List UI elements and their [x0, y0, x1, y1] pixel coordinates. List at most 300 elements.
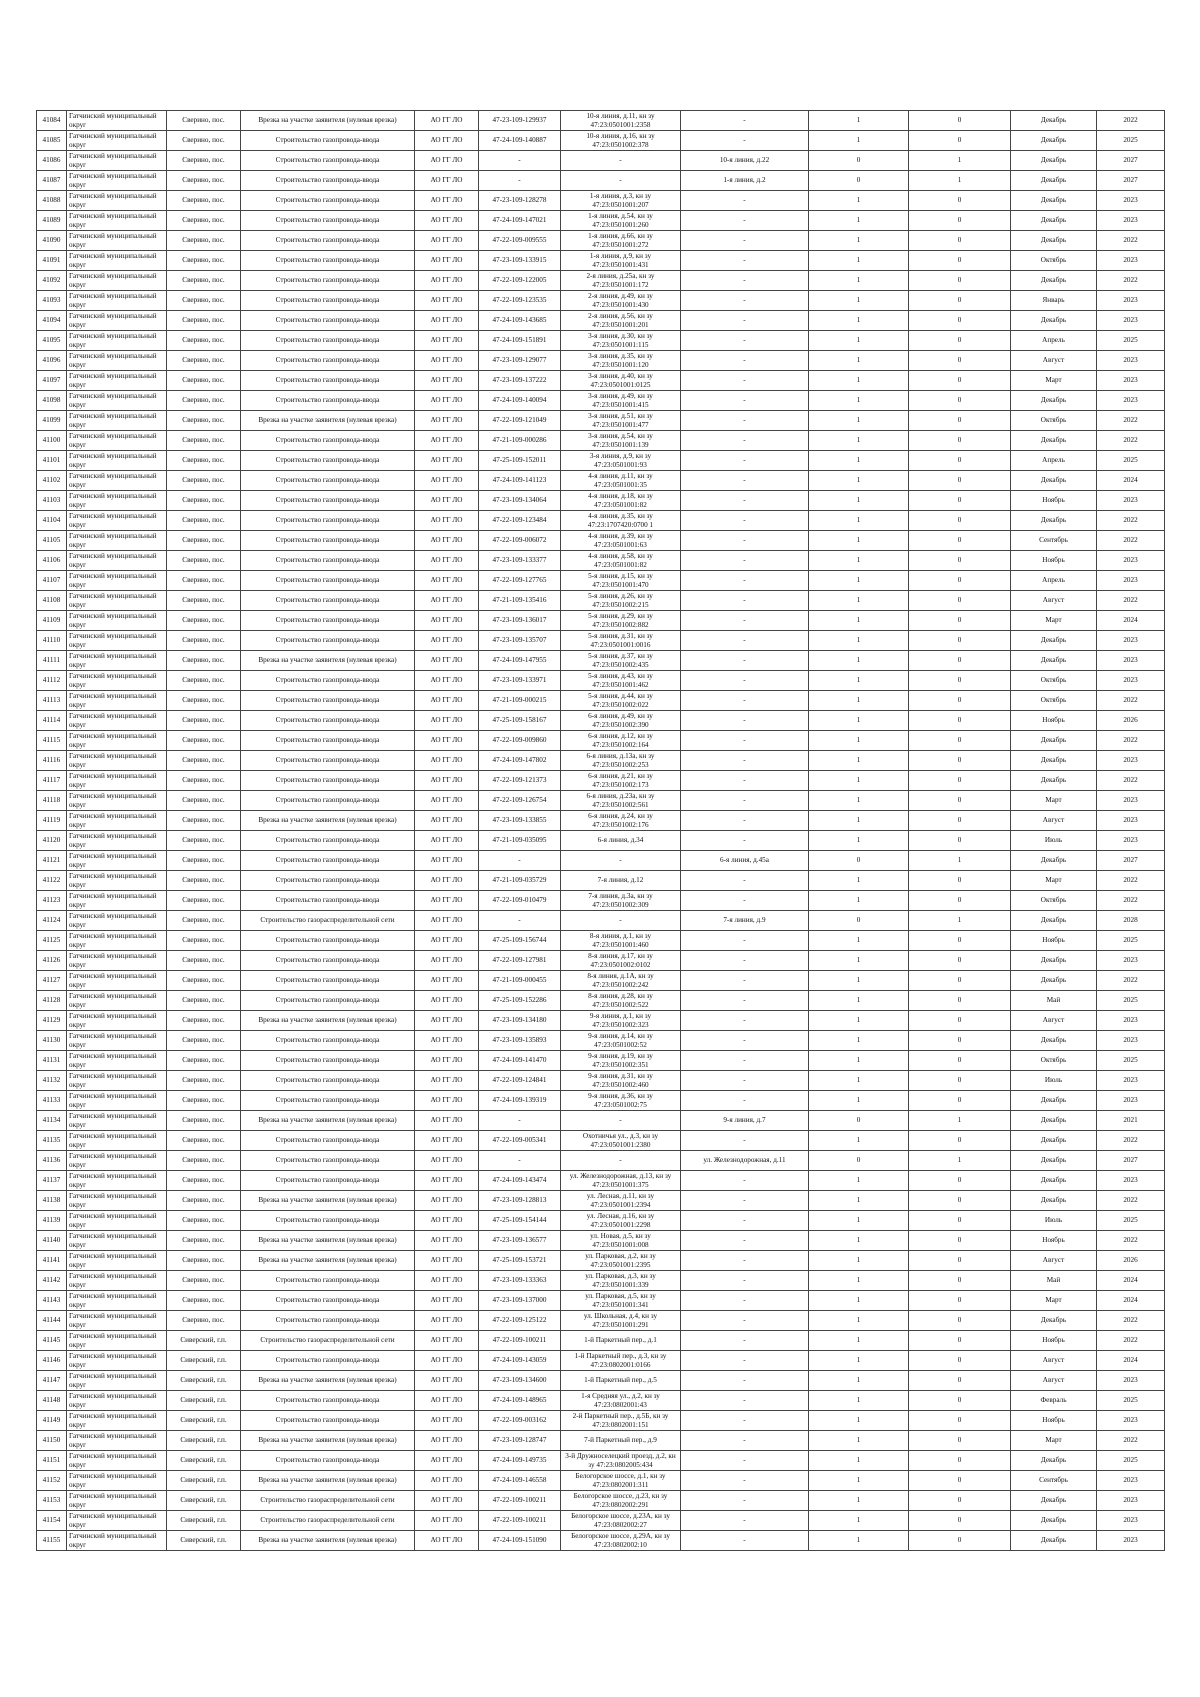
- month-cell: Декабрь: [1011, 911, 1097, 931]
- month-cell: Декабрь: [1011, 471, 1097, 491]
- address-cadastral-cell: 5-я линия, д.15, кн зу 47:23:0501001:470: [561, 571, 681, 591]
- settlement-cell: Сиверский, г.п.: [167, 1531, 241, 1551]
- work-type-cell: Врезка на участке заявителя (нулевая врезка): [241, 1531, 415, 1551]
- application-number-cell: 47-22-109-100211: [479, 1331, 561, 1351]
- flag-existing-cell: 1: [809, 651, 909, 671]
- municipality-cell: Гатчинский муниципальный округ: [67, 951, 167, 971]
- planned-address-cell: -: [681, 311, 809, 331]
- address-cadastral-cell: Белогорское шоссе, д.23, кн зу 47:23:0802002:291: [561, 1491, 681, 1511]
- flag-existing-cell: 1: [809, 431, 909, 451]
- settlement-cell: Сверино, пос.: [167, 351, 241, 371]
- work-type-cell: Строительство газопровода-ввода: [241, 591, 415, 611]
- work-type-cell: Строительство газораспределительной сети: [241, 1491, 415, 1511]
- year-cell: 2023: [1097, 371, 1165, 391]
- settlement-cell: Сверино, пос.: [167, 831, 241, 851]
- flag-existing-cell: 0: [809, 1151, 909, 1171]
- month-cell: Декабрь: [1011, 1311, 1097, 1331]
- organization-cell: АО ГГ ЛО: [415, 151, 479, 171]
- row-number-cell: 41106: [37, 551, 67, 571]
- flag-planned-cell: 0: [909, 1271, 1011, 1291]
- settlement-cell: Сверино, пос.: [167, 331, 241, 351]
- year-cell: 2023: [1097, 951, 1165, 971]
- address-cadastral-cell: 3-я линия, д.54, кн зу 47:23:0501001:139: [561, 431, 681, 451]
- year-cell: 2023: [1097, 211, 1165, 231]
- month-cell: Январь: [1011, 291, 1097, 311]
- work-type-cell: Строительство газопровода-ввода: [241, 551, 415, 571]
- table-row: [37, 1211, 1165, 1231]
- organization-cell: АО ГГ ЛО: [415, 911, 479, 931]
- row-number-cell: 41145: [37, 1331, 67, 1351]
- flag-planned-cell: 0: [909, 531, 1011, 551]
- organization-cell: АО ГГ ЛО: [415, 811, 479, 831]
- application-number-cell: 47-24-109-140887: [479, 131, 561, 151]
- application-number-cell: 47-22-109-127981: [479, 951, 561, 971]
- year-cell: 2025: [1097, 1391, 1165, 1411]
- organization-cell: АО ГГ ЛО: [415, 271, 479, 291]
- year-cell: 2025: [1097, 931, 1165, 951]
- year-cell: 2023: [1097, 651, 1165, 671]
- month-cell: Июль: [1011, 831, 1097, 851]
- work-type-cell: Строительство газопровода-ввода: [241, 331, 415, 351]
- settlement-cell: Сверино, пос.: [167, 871, 241, 891]
- application-number-cell: 47-24-109-143474: [479, 1171, 561, 1191]
- year-cell: 2023: [1097, 251, 1165, 271]
- flag-planned-cell: 0: [909, 1371, 1011, 1391]
- municipality-cell: Гатчинский муниципальный округ: [67, 1031, 167, 1051]
- address-cadastral-cell: 6-я линия, д.21, кн зу 47:23:0501002:173: [561, 771, 681, 791]
- settlement-cell: Сверино, пос.: [167, 451, 241, 471]
- settlement-cell: Сверино, пос.: [167, 511, 241, 531]
- application-number-cell: 47-22-109-009860: [479, 731, 561, 751]
- table-row: [37, 971, 1165, 991]
- settlement-cell: Сиверский, г.п.: [167, 1471, 241, 1491]
- flag-planned-cell: 0: [909, 1131, 1011, 1151]
- year-cell: 2027: [1097, 151, 1165, 171]
- settlement-cell: Сверино, пос.: [167, 931, 241, 951]
- flag-planned-cell: 0: [909, 1451, 1011, 1471]
- application-number-cell: 47-23-109-135893: [479, 1031, 561, 1051]
- organization-cell: АО ГГ ЛО: [415, 711, 479, 731]
- flag-existing-cell: 1: [809, 571, 909, 591]
- year-cell: 2026: [1097, 1251, 1165, 1271]
- table-row: [37, 631, 1165, 651]
- settlement-cell: Сиверский, г.п.: [167, 1491, 241, 1511]
- month-cell: Декабрь: [1011, 191, 1097, 211]
- flag-existing-cell: 1: [809, 811, 909, 831]
- organization-cell: АО ГГ ЛО: [415, 1091, 479, 1111]
- flag-planned-cell: 0: [909, 1071, 1011, 1091]
- municipality-cell: Гатчинский муниципальный округ: [67, 651, 167, 671]
- flag-existing-cell: 1: [809, 191, 909, 211]
- organization-cell: АО ГГ ЛО: [415, 951, 479, 971]
- work-type-cell: Строительство газораспределительной сети: [241, 1331, 415, 1351]
- application-number-cell: 47-22-109-124841: [479, 1071, 561, 1091]
- year-cell: 2024: [1097, 1271, 1165, 1291]
- month-cell: Март: [1011, 1291, 1097, 1311]
- settlement-cell: Сверино, пос.: [167, 271, 241, 291]
- flag-planned-cell: 0: [909, 271, 1011, 291]
- month-cell: Декабрь: [1011, 131, 1097, 151]
- work-type-cell: Врезка на участке заявителя (нулевая врезка): [241, 1251, 415, 1271]
- address-cadastral-cell: -: [561, 911, 681, 931]
- application-number-cell: 47-23-109-133363: [479, 1271, 561, 1291]
- planned-address-cell: -: [681, 291, 809, 311]
- municipality-cell: Гатчинский муниципальный округ: [67, 431, 167, 451]
- month-cell: Август: [1011, 811, 1097, 831]
- flag-planned-cell: 1: [909, 171, 1011, 191]
- registry-body: [37, 111, 1165, 1551]
- planned-address-cell: -: [681, 771, 809, 791]
- table-row: [37, 711, 1165, 731]
- settlement-cell: Сверино, пос.: [167, 971, 241, 991]
- application-number-cell: 47-23-109-129077: [479, 351, 561, 371]
- row-number-cell: 41143: [37, 1291, 67, 1311]
- work-type-cell: Строительство газопровода-ввода: [241, 571, 415, 591]
- month-cell: Ноябрь: [1011, 711, 1097, 731]
- application-number-cell: 47-22-109-122005: [479, 271, 561, 291]
- organization-cell: АО ГГ ЛО: [415, 1251, 479, 1271]
- year-cell: 2025: [1097, 1051, 1165, 1071]
- year-cell: 2023: [1097, 391, 1165, 411]
- table-row: [37, 151, 1165, 171]
- municipality-cell: Гатчинский муниципальный округ: [67, 691, 167, 711]
- work-type-cell: Строительство газопровода-ввода: [241, 1131, 415, 1151]
- flag-existing-cell: 1: [809, 1251, 909, 1271]
- settlement-cell: Сверино, пос.: [167, 411, 241, 431]
- planned-address-cell: -: [681, 571, 809, 591]
- flag-planned-cell: 0: [909, 1231, 1011, 1251]
- planned-address-cell: ул. Железнодорожная, д.11: [681, 1151, 809, 1171]
- table-row: [37, 531, 1165, 551]
- municipality-cell: Гатчинский муниципальный округ: [67, 1511, 167, 1531]
- application-number-cell: 47-24-109-140094: [479, 391, 561, 411]
- work-type-cell: Строительство газопровода-ввода: [241, 271, 415, 291]
- municipality-cell: Гатчинский муниципальный округ: [67, 1191, 167, 1211]
- address-cadastral-cell: Белогорское шоссе, д.23А, кн зу 47:23:0802002:27: [561, 1511, 681, 1531]
- settlement-cell: Сверино, пос.: [167, 1031, 241, 1051]
- row-number-cell: 41136: [37, 1151, 67, 1171]
- organization-cell: АО ГГ ЛО: [415, 171, 479, 191]
- row-number-cell: 41121: [37, 851, 67, 871]
- organization-cell: АО ГГ ЛО: [415, 1391, 479, 1411]
- flag-existing-cell: 1: [809, 311, 909, 331]
- settlement-cell: Сверино, пос.: [167, 611, 241, 631]
- application-number-cell: 47-23-109-133855: [479, 811, 561, 831]
- planned-address-cell: -: [681, 791, 809, 811]
- planned-address-cell: -: [681, 871, 809, 891]
- application-number-cell: -: [479, 171, 561, 191]
- flag-existing-cell: 1: [809, 351, 909, 371]
- organization-cell: АО ГГ ЛО: [415, 831, 479, 851]
- planned-address-cell: -: [681, 931, 809, 951]
- settlement-cell: Сверино, пос.: [167, 1111, 241, 1131]
- flag-planned-cell: 0: [909, 491, 1011, 511]
- address-cadastral-cell: 9-я линия, д.1, кн зу 47:23:0501002:323: [561, 1011, 681, 1031]
- work-type-cell: Строительство газопровода-ввода: [241, 751, 415, 771]
- work-type-cell: Строительство газопровода-ввода: [241, 1051, 415, 1071]
- flag-existing-cell: 1: [809, 1371, 909, 1391]
- year-cell: 2022: [1097, 871, 1165, 891]
- row-number-cell: 41123: [37, 891, 67, 911]
- month-cell: Декабрь: [1011, 211, 1097, 231]
- table-row: [37, 651, 1165, 671]
- planned-address-cell: 9-я линия, д.7: [681, 1111, 809, 1131]
- flag-existing-cell: 1: [809, 131, 909, 151]
- address-cadastral-cell: 2-я линия, д.49, кн зу 47:23:0501001:430: [561, 291, 681, 311]
- table-row: [37, 191, 1165, 211]
- row-number-cell: 41090: [37, 231, 67, 251]
- flag-existing-cell: 1: [809, 371, 909, 391]
- year-cell: 2023: [1097, 311, 1165, 331]
- table-row: [37, 331, 1165, 351]
- month-cell: Ноябрь: [1011, 551, 1097, 571]
- flag-planned-cell: 0: [909, 791, 1011, 811]
- organization-cell: АО ГГ ЛО: [415, 1111, 479, 1131]
- row-number-cell: 41091: [37, 251, 67, 271]
- flag-existing-cell: 1: [809, 1331, 909, 1351]
- settlement-cell: Сверино, пос.: [167, 551, 241, 571]
- organization-cell: АО ГГ ЛО: [415, 391, 479, 411]
- row-number-cell: 41129: [37, 1011, 67, 1031]
- municipality-cell: Гатчинский муниципальный округ: [67, 291, 167, 311]
- row-number-cell: 41151: [37, 1451, 67, 1471]
- year-cell: 2023: [1097, 811, 1165, 831]
- address-cadastral-cell: ул. Железнодорожная, д.13, кн зу 47:23:0501001:375: [561, 1171, 681, 1191]
- organization-cell: АО ГГ ЛО: [415, 1291, 479, 1311]
- table-row: [37, 1291, 1165, 1311]
- table-row: [37, 171, 1165, 191]
- address-cadastral-cell: -: [561, 1111, 681, 1131]
- organization-cell: АО ГГ ЛО: [415, 411, 479, 431]
- table-row: [37, 1051, 1165, 1071]
- organization-cell: АО ГГ ЛО: [415, 1491, 479, 1511]
- row-number-cell: 41119: [37, 811, 67, 831]
- work-type-cell: Врезка на участке заявителя (нулевая врезка): [241, 111, 415, 131]
- flag-existing-cell: 1: [809, 1011, 909, 1031]
- settlement-cell: Сверино, пос.: [167, 1151, 241, 1171]
- year-cell: 2022: [1097, 1231, 1165, 1251]
- municipality-cell: Гатчинский муниципальный округ: [67, 311, 167, 331]
- planned-address-cell: -: [681, 531, 809, 551]
- flag-existing-cell: 1: [809, 291, 909, 311]
- flag-planned-cell: 1: [909, 911, 1011, 931]
- address-cadastral-cell: 1-я линия, д.54, кн зу 47:23:0501001:260: [561, 211, 681, 231]
- application-number-cell: 47-23-109-128278: [479, 191, 561, 211]
- municipality-cell: Гатчинский муниципальный округ: [67, 1131, 167, 1151]
- address-cadastral-cell: 3-я линия, д.9, кн зу 47:23:0501001:93: [561, 451, 681, 471]
- application-number-cell: 47-23-109-133377: [479, 551, 561, 571]
- municipality-cell: Гатчинский муниципальный округ: [67, 871, 167, 891]
- settlement-cell: Сиверский, г.п.: [167, 1511, 241, 1531]
- table-row: [37, 731, 1165, 751]
- organization-cell: АО ГГ ЛО: [415, 871, 479, 891]
- municipality-cell: Гатчинский муниципальный округ: [67, 931, 167, 951]
- table-row: [37, 851, 1165, 871]
- municipality-cell: Гатчинский муниципальный округ: [67, 251, 167, 271]
- flag-planned-cell: 0: [909, 411, 1011, 431]
- flag-existing-cell: 1: [809, 771, 909, 791]
- year-cell: 2023: [1097, 831, 1165, 851]
- address-cadastral-cell: 3-я линия, д.30, кн зу 47:23:0501001:115: [561, 331, 681, 351]
- application-number-cell: 47-24-109-141470: [479, 1051, 561, 1071]
- row-number-cell: 41141: [37, 1251, 67, 1271]
- flag-planned-cell: 0: [909, 591, 1011, 611]
- work-type-cell: Врезка на участке заявителя (нулевая врезка): [241, 1111, 415, 1131]
- table-row: [37, 1191, 1165, 1211]
- organization-cell: АО ГГ ЛО: [415, 331, 479, 351]
- organization-cell: АО ГГ ЛО: [415, 1531, 479, 1551]
- municipality-cell: Гатчинский муниципальный округ: [67, 711, 167, 731]
- flag-planned-cell: 0: [909, 1251, 1011, 1271]
- table-row: [37, 1171, 1165, 1191]
- address-cadastral-cell: 8-я линия, д.28, кн зу 47:23:0501002:522: [561, 991, 681, 1011]
- month-cell: Август: [1011, 1011, 1097, 1031]
- flag-existing-cell: 1: [809, 411, 909, 431]
- organization-cell: АО ГГ ЛО: [415, 251, 479, 271]
- application-number-cell: 47-22-109-121373: [479, 771, 561, 791]
- month-cell: Декабрь: [1011, 631, 1097, 651]
- year-cell: 2024: [1097, 1291, 1165, 1311]
- settlement-cell: Сверино, пос.: [167, 891, 241, 911]
- table-row: [37, 1351, 1165, 1371]
- gasification-registry-table: [36, 110, 1165, 1551]
- municipality-cell: Гатчинский муниципальный округ: [67, 551, 167, 571]
- year-cell: 2022: [1097, 1431, 1165, 1451]
- row-number-cell: 41096: [37, 351, 67, 371]
- planned-address-cell: -: [681, 1011, 809, 1031]
- application-number-cell: -: [479, 1151, 561, 1171]
- address-cadastral-cell: ул. Школьная, д.4, кн зу 47:23:0501001:291: [561, 1311, 681, 1331]
- table-row: [37, 351, 1165, 371]
- month-cell: Октябрь: [1011, 891, 1097, 911]
- municipality-cell: Гатчинский муниципальный округ: [67, 151, 167, 171]
- planned-address-cell: -: [681, 1211, 809, 1231]
- row-number-cell: 41104: [37, 511, 67, 531]
- planned-address-cell: -: [681, 431, 809, 451]
- planned-address-cell: -: [681, 731, 809, 751]
- planned-address-cell: -: [681, 1191, 809, 1211]
- work-type-cell: Строительство газопровода-ввода: [241, 631, 415, 651]
- municipality-cell: Гатчинский муниципальный округ: [67, 191, 167, 211]
- settlement-cell: Сиверский, г.п.: [167, 1391, 241, 1411]
- flag-existing-cell: 1: [809, 711, 909, 731]
- municipality-cell: Гатчинский муниципальный округ: [67, 1271, 167, 1291]
- application-number-cell: 47-22-109-005341: [479, 1131, 561, 1151]
- organization-cell: АО ГГ ЛО: [415, 931, 479, 951]
- flag-existing-cell: 1: [809, 1051, 909, 1071]
- address-cadastral-cell: 4-я линия, д.35, кн зу 47:23:1707420:0700 1: [561, 511, 681, 531]
- planned-address-cell: -: [681, 1511, 809, 1531]
- flag-planned-cell: 0: [909, 971, 1011, 991]
- month-cell: Декабрь: [1011, 971, 1097, 991]
- flag-existing-cell: 1: [809, 451, 909, 471]
- year-cell: 2023: [1097, 671, 1165, 691]
- municipality-cell: Гатчинский муниципальный округ: [67, 1471, 167, 1491]
- work-type-cell: Строительство газопровода-ввода: [241, 1271, 415, 1291]
- organization-cell: АО ГГ ЛО: [415, 671, 479, 691]
- organization-cell: АО ГГ ЛО: [415, 451, 479, 471]
- month-cell: Декабрь: [1011, 271, 1097, 291]
- organization-cell: АО ГГ ЛО: [415, 431, 479, 451]
- planned-address-cell: -: [681, 1471, 809, 1491]
- row-number-cell: 41138: [37, 1191, 67, 1211]
- municipality-cell: Гатчинский муниципальный округ: [67, 371, 167, 391]
- flag-planned-cell: 0: [909, 1411, 1011, 1431]
- flag-planned-cell: 0: [909, 1311, 1011, 1331]
- municipality-cell: Гатчинский муниципальный округ: [67, 1231, 167, 1251]
- address-cadastral-cell: 9-я линия, д.31, кн зу 47:23:0501002:460: [561, 1071, 681, 1091]
- organization-cell: АО ГГ ЛО: [415, 1471, 479, 1491]
- application-number-cell: 47-23-109-134180: [479, 1011, 561, 1031]
- address-cadastral-cell: 4-я линия, д.11, кн зу 47:23:0501001:35: [561, 471, 681, 491]
- application-number-cell: 47-23-109-137000: [479, 1291, 561, 1311]
- flag-planned-cell: 0: [909, 331, 1011, 351]
- year-cell: 2022: [1097, 1191, 1165, 1211]
- planned-address-cell: -: [681, 971, 809, 991]
- planned-address-cell: -: [681, 671, 809, 691]
- settlement-cell: Сверино, пос.: [167, 471, 241, 491]
- month-cell: Декабрь: [1011, 1511, 1097, 1531]
- row-number-cell: 41100: [37, 431, 67, 451]
- organization-cell: АО ГГ ЛО: [415, 891, 479, 911]
- month-cell: Октябрь: [1011, 251, 1097, 271]
- flag-existing-cell: 1: [809, 1131, 909, 1151]
- flag-planned-cell: 0: [909, 391, 1011, 411]
- planned-address-cell: -: [681, 1031, 809, 1051]
- organization-cell: АО ГГ ЛО: [415, 511, 479, 531]
- settlement-cell: Сверино, пос.: [167, 491, 241, 511]
- flag-existing-cell: 0: [809, 151, 909, 171]
- flag-planned-cell: 0: [909, 931, 1011, 951]
- application-number-cell: -: [479, 151, 561, 171]
- month-cell: Декабрь: [1011, 1491, 1097, 1511]
- planned-address-cell: -: [681, 1251, 809, 1271]
- row-number-cell: 41155: [37, 1531, 67, 1551]
- address-cadastral-cell: -: [561, 1151, 681, 1171]
- flag-planned-cell: 0: [909, 191, 1011, 211]
- flag-existing-cell: 1: [809, 1291, 909, 1311]
- organization-cell: АО ГГ ЛО: [415, 1311, 479, 1331]
- address-cadastral-cell: Белогорское шоссе, д.1, кн зу 47:23:0802001:311: [561, 1471, 681, 1491]
- work-type-cell: Строительство газораспределительной сети: [241, 1511, 415, 1531]
- application-number-cell: 47-23-109-136577: [479, 1231, 561, 1251]
- work-type-cell: Строительство газопровода-ввода: [241, 511, 415, 531]
- address-cadastral-cell: -: [561, 851, 681, 871]
- month-cell: Август: [1011, 1351, 1097, 1371]
- organization-cell: АО ГГ ЛО: [415, 211, 479, 231]
- planned-address-cell: -: [681, 951, 809, 971]
- work-type-cell: Строительство газопровода-ввода: [241, 891, 415, 911]
- month-cell: Декабрь: [1011, 171, 1097, 191]
- planned-address-cell: -: [681, 331, 809, 351]
- row-number-cell: 41128: [37, 991, 67, 1011]
- row-number-cell: 41124: [37, 911, 67, 931]
- month-cell: Март: [1011, 611, 1097, 631]
- application-number-cell: 47-22-109-121049: [479, 411, 561, 431]
- year-cell: 2025: [1097, 1451, 1165, 1471]
- organization-cell: АО ГГ ЛО: [415, 751, 479, 771]
- month-cell: Апрель: [1011, 331, 1097, 351]
- address-cadastral-cell: 3-я линия, д.51, кн зу 47:23:0501001:477: [561, 411, 681, 431]
- work-type-cell: Строительство газопровода-ввода: [241, 1351, 415, 1371]
- municipality-cell: Гатчинский муниципальный округ: [67, 1451, 167, 1471]
- organization-cell: АО ГГ ЛО: [415, 191, 479, 211]
- table-row: [37, 751, 1165, 771]
- settlement-cell: Сверино, пос.: [167, 1091, 241, 1111]
- flag-existing-cell: 1: [809, 1471, 909, 1491]
- row-number-cell: 41125: [37, 931, 67, 951]
- planned-address-cell: -: [681, 271, 809, 291]
